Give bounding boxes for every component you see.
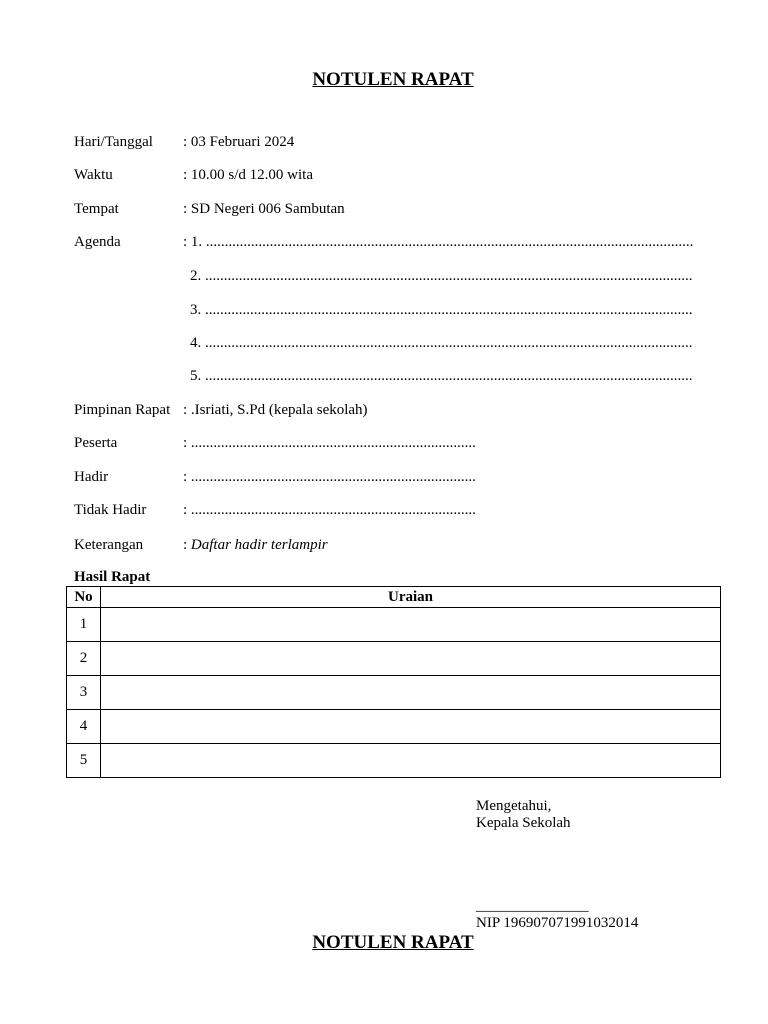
row-number: 4 xyxy=(67,710,101,744)
field-value: : ............................................................................ xyxy=(183,502,476,518)
signature-line: _______________ xyxy=(476,898,589,914)
row-uraian-cell xyxy=(101,710,721,744)
agenda-item: 2. .................................................................................................................................. xyxy=(190,268,693,284)
table-row xyxy=(67,676,721,710)
table-row xyxy=(67,608,721,642)
field-value xyxy=(183,535,328,555)
agenda-item: 4. .................................................................................................................................. xyxy=(190,335,693,351)
row-number: 2 xyxy=(67,642,101,676)
field-label: Hadir xyxy=(74,469,109,485)
table-row xyxy=(67,642,721,676)
field-value: : SD Negeri 006 Sambutan xyxy=(183,201,345,217)
field-value-prefix: : xyxy=(183,537,191,553)
signature-nip: NIP 196907071991032014 xyxy=(476,915,639,931)
signature-mengetahui: Mengetahui, xyxy=(476,798,552,814)
row-number: 1 xyxy=(67,608,101,642)
agenda-item: 3. .................................................................................................................................. xyxy=(190,302,693,318)
table-header-row xyxy=(67,587,721,608)
field-value-italic: Daftar hadir terlampir xyxy=(190,537,328,553)
field-label: Agenda xyxy=(74,234,121,250)
hasil-rapat-title: Hasil Rapat xyxy=(74,569,151,585)
field-label: Pimpinan Rapat xyxy=(74,402,171,418)
field-value: : ............................................................................ xyxy=(183,435,476,451)
row-uraian-cell xyxy=(101,608,721,642)
field-value: : 10.00 s/d 12.00 wita xyxy=(183,167,313,183)
column-header-uraian: Uraian xyxy=(101,587,721,608)
hasil-rapat-table xyxy=(66,586,721,778)
field-value: : 03 Februari 2024 xyxy=(183,134,295,150)
field-label: Peserta xyxy=(74,435,118,451)
page-title-repeat: NOTULEN RAPAT xyxy=(312,932,474,953)
agenda-item: 5. .................................................................................................................................. xyxy=(190,368,693,384)
field-label: Keterangan xyxy=(74,537,144,553)
row-number: 5 xyxy=(67,744,101,778)
column-header-no: No xyxy=(67,587,101,608)
field-value: : 1. .................................................................................................................................. xyxy=(183,234,694,250)
field-label: Waktu xyxy=(74,167,113,183)
field-label: Tidak Hadir xyxy=(74,502,147,518)
table-row xyxy=(67,710,721,744)
table-row xyxy=(67,744,721,778)
row-uraian-cell xyxy=(101,744,721,778)
row-uraian-cell xyxy=(101,642,721,676)
row-number: 3 xyxy=(67,676,101,710)
row-uraian-cell xyxy=(101,676,721,710)
page-title: NOTULEN RAPAT xyxy=(312,69,474,90)
field-value: : ............................................................................ xyxy=(183,469,476,485)
field-value: : .Isriati, S.Pd (kepala sekolah) xyxy=(183,402,368,418)
field-label: Tempat xyxy=(74,201,119,217)
field-label: Hari/Tanggal xyxy=(74,134,153,150)
signature-title: Kepala Sekolah xyxy=(476,815,571,831)
